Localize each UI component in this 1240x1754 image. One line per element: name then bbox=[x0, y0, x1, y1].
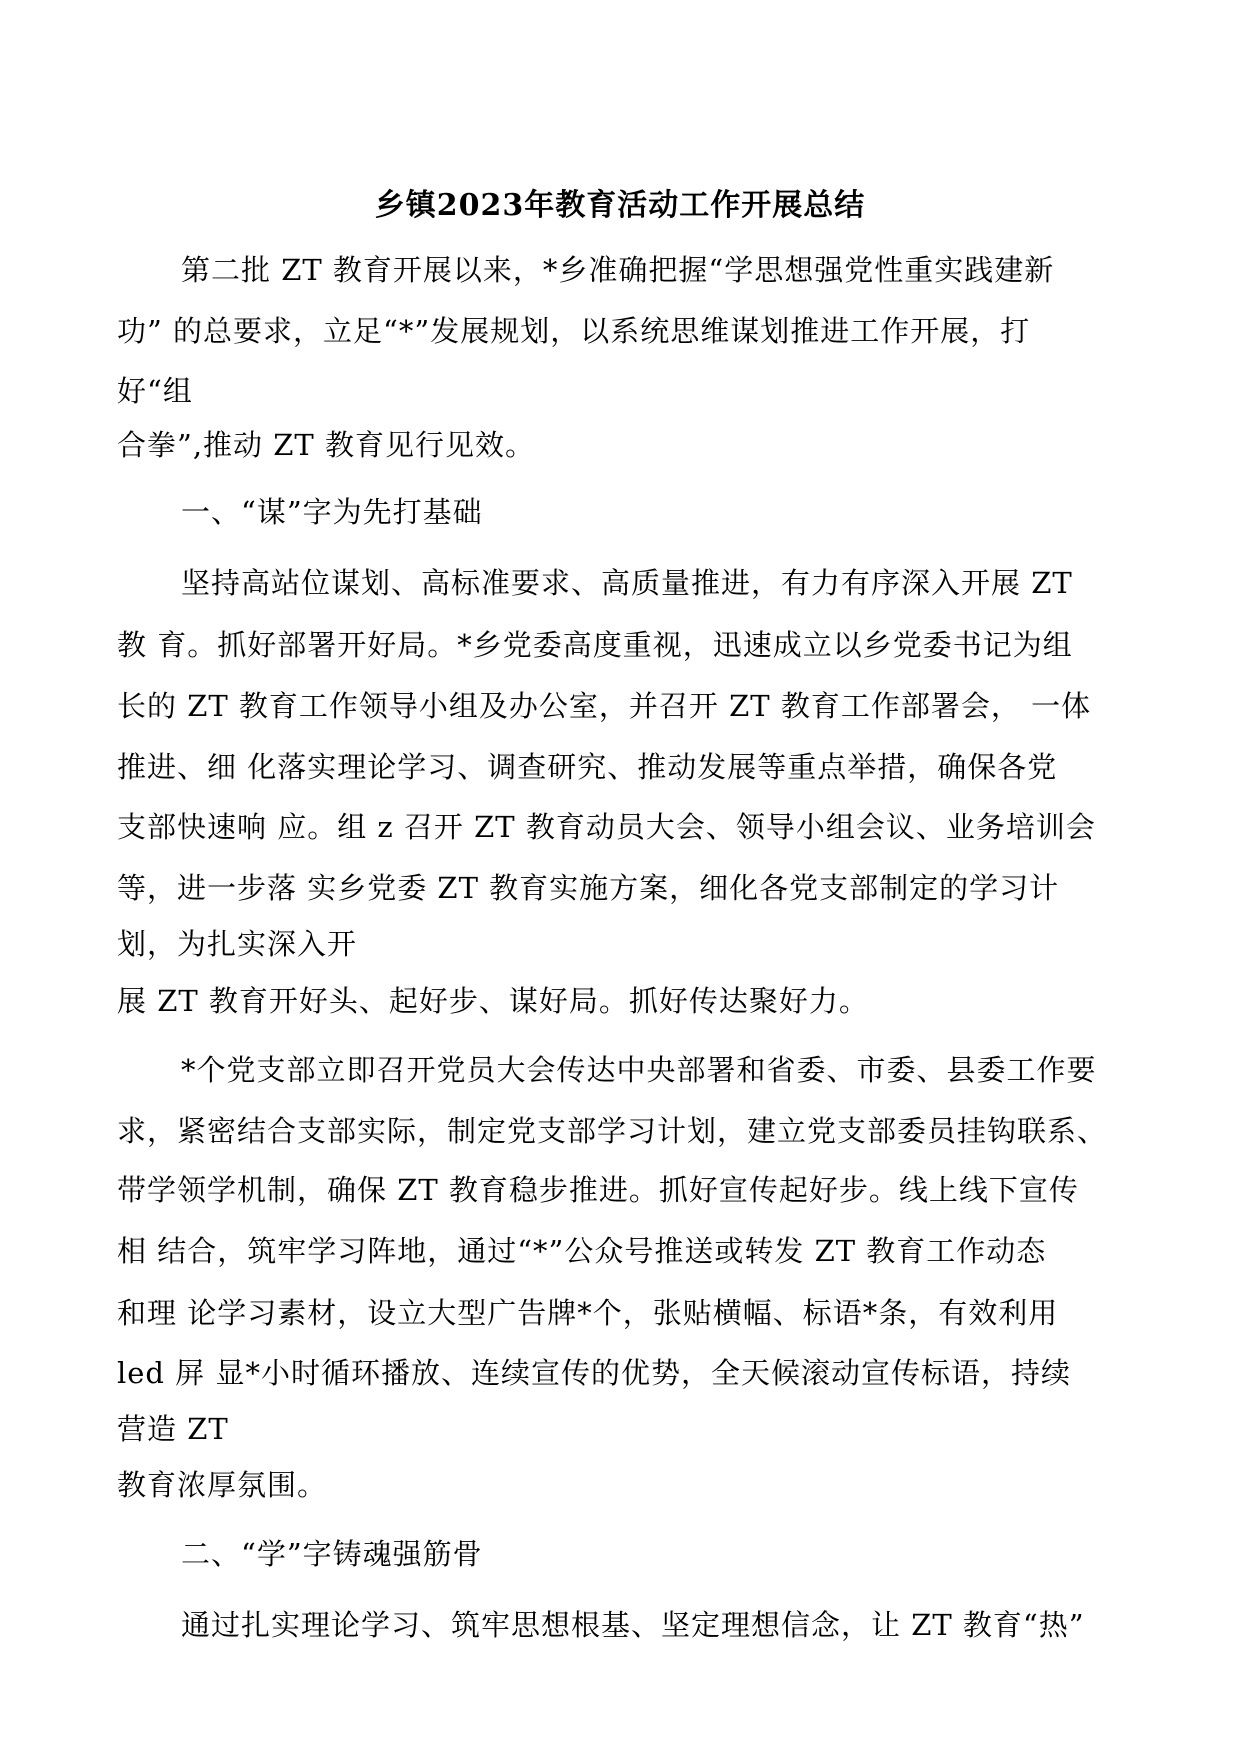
paragraph-3-line-6: led 屏 显*小时循环播放、连续宣传的优势，全天候滚动宣传标语，持续 bbox=[117, 1356, 1071, 1390]
paragraph-2-line-6: 等，进一步落 实乡党委 ZT 教育实施方案，细化各党支部制定的学习计 bbox=[117, 871, 1060, 905]
document-title: 乡镇2023年教育活动工作开展总结 bbox=[374, 188, 866, 223]
paragraph-3-line-1: *个党支部立即召开党员大会传达中央部署和省委、市委、县委工作要 bbox=[181, 1053, 1097, 1087]
paragraph-3-line-4: 相 结合，筑牢学习阵地，通过“*”公众号推送或转发 ZT 教育工作动态 bbox=[117, 1234, 1047, 1268]
section-heading-2: 二、“学”字铸魂强筋骨 bbox=[181, 1537, 483, 1571]
section-heading-1: 一、“谋”字为先打基础 bbox=[181, 495, 483, 529]
paragraph-1-line-3: 好“组 bbox=[117, 374, 193, 408]
paragraph-2-line-5: 支部快速响 应。组 z 召开 ZT 教育动员大会、领导小组会议、业务培训会 bbox=[117, 810, 1096, 844]
paragraph-3-line-7: 营造 ZT bbox=[117, 1412, 229, 1446]
paragraph-2-line-4: 推进、细 化落实理论学习、调查研究、推动发展等重点举措，确保各党 bbox=[117, 750, 1058, 784]
paragraph-3-line-8: 教育浓厚氛围。 bbox=[117, 1468, 328, 1502]
paragraph-1-line-2: 功” 的总要求，立足“*”发展规划，以系统思维谋划推进工作开展，打 bbox=[117, 314, 1031, 348]
paragraph-1-line-1: 第二批 ZT 教育开展以来，*乡准确把握“学思想强党性重实践建新 bbox=[181, 253, 1055, 287]
paragraph-2-line-3: 长的 ZT 教育工作领导小组及办公室，并召开 ZT 教育工作部署会， 一体 bbox=[117, 689, 1092, 723]
paragraph-3-line-5: 和理 论学习素材，设立大型广告牌*个，张贴横幅、标语*条，有效利用 bbox=[117, 1296, 1059, 1330]
paragraph-2-line-8: 展 ZT 教育开好头、起好步、谋好局。抓好传达聚好力。 bbox=[117, 984, 869, 1018]
paragraph-4-line-1: 通过扎实理论学习、筑牢思想根基、坚定理想信念，让 ZT 教育“热” bbox=[181, 1608, 1085, 1642]
paragraph-2-line-7: 划，为扎实深入开 bbox=[117, 927, 358, 961]
paragraph-1-line-4: 合拳”,推动 ZT 教育见行见效。 bbox=[117, 428, 535, 462]
paragraph-2-line-2: 教 育。抓好部署开好局。*乡党委高度重视，迅速成立以乡党委书记为组 bbox=[117, 628, 1073, 662]
paragraph-3-line-3: 带学领学机制，确保 ZT 教育稳步推进。抓好宣传起好步。线上线下宣传 bbox=[117, 1173, 1079, 1207]
paragraph-3-line-2: 求，紧密结合支部实际，制定党支部学习计划，建立党支部委员挂钩联系、 bbox=[117, 1114, 1108, 1148]
paragraph-2-line-1: 坚持高站位谋划、高标准要求、高质量推进，有力有序深入开展 ZT bbox=[181, 566, 1073, 600]
